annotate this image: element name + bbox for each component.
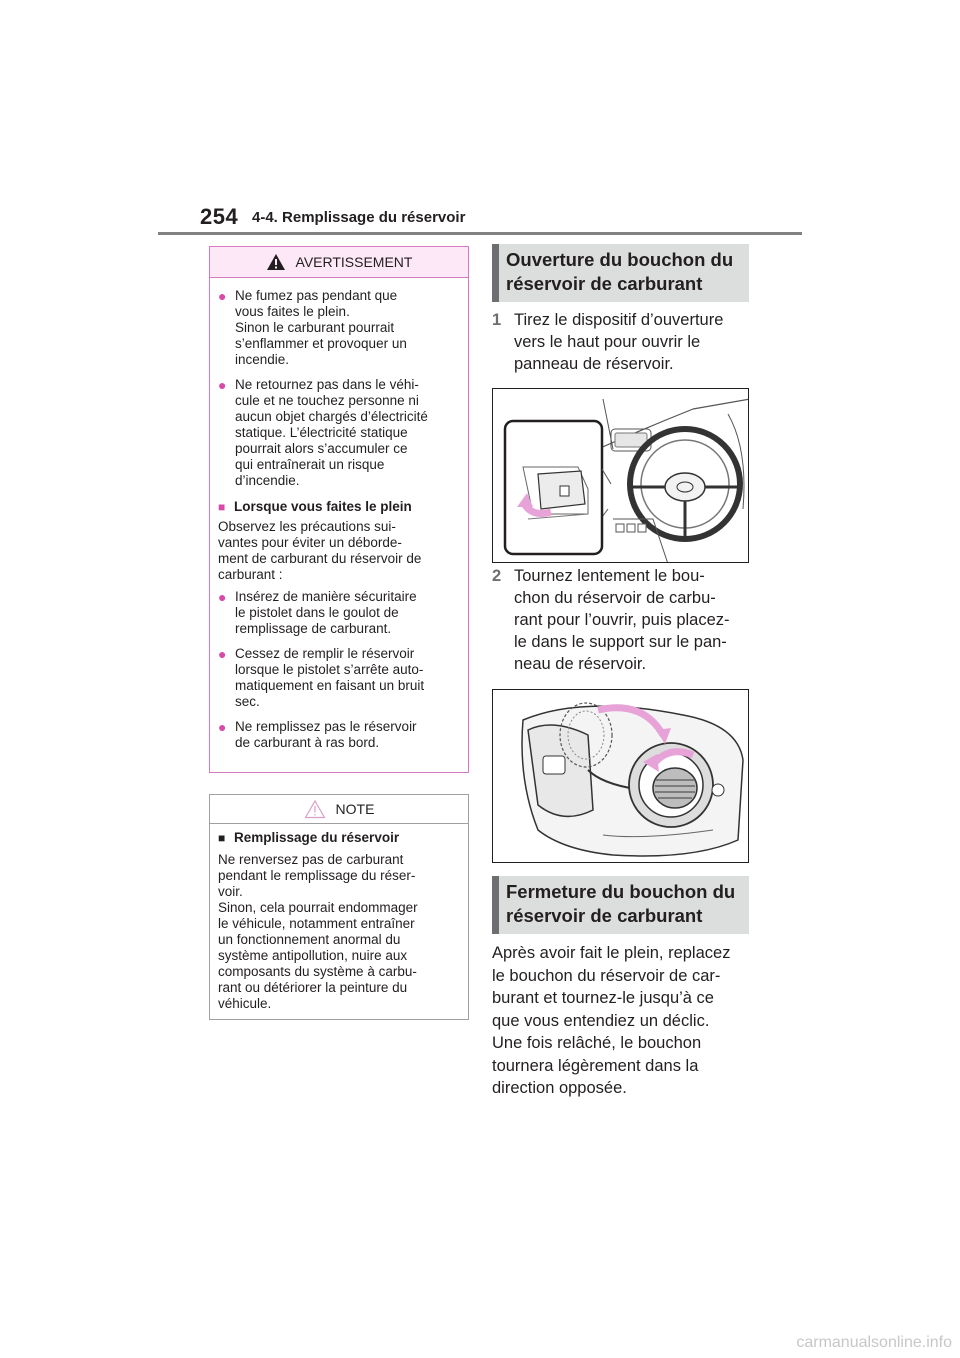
warning-bullet-text: Ne retournez pas dans le véhi- cule et ne touchez personne ni aucun objet chargés d’électricité statique. L’électricité statique pourrait alors s’accumuler ce qui entraînerait un risque d’incendie. <box>235 377 428 488</box>
step-number: 1 <box>492 311 502 329</box>
note-box <box>209 794 469 1020</box>
section-title: 4-4. Remplissage du réservoir <box>252 209 466 226</box>
fuel-cap-illustration <box>492 689 749 863</box>
fuel-door-opener-illustration <box>492 388 749 563</box>
note-subheading-text: Remplissage du réservoir <box>234 830 400 845</box>
header-rule <box>158 232 802 235</box>
warning-intro: Observez les précautions sui- vantes pour éviter un déborde- ment de carburant du réservoir de carburant : <box>218 519 422 582</box>
page-number: 254 <box>200 204 239 229</box>
bullet-dot-icon: ● <box>218 288 227 304</box>
warning-bullet <box>218 719 462 751</box>
note-subheading <box>218 830 462 846</box>
warning-body <box>210 278 468 751</box>
closing-heading: Fermeture du bouchon du réservoir de carburant <box>492 876 749 934</box>
fuel-cap-drawing <box>493 690 749 863</box>
fuel-door-opener-drawing <box>493 389 749 563</box>
warning-bullet-text: Ne fumez pas pendant que vous faites le plein. Sinon le carburant pourrait s’enflammer et provoquer un incendie. <box>235 288 407 367</box>
warning-subheading <box>218 499 462 515</box>
warning-header <box>210 247 468 278</box>
warning-bullet-text: Ne remplissez pas le réservoir de carburant à ras bord. <box>235 719 417 750</box>
warning-box <box>209 246 469 773</box>
note-header <box>210 795 468 824</box>
bullet-dot-icon: ● <box>218 377 227 393</box>
step-text: Tournez lentement le bou- chon du réservoir de carbu- rant pour l’ouvrir, puis placez- le dans le support sur le pan- neau de réservoir. <box>514 567 730 673</box>
bullet-dot-icon: ● <box>218 646 227 662</box>
warning-bullet <box>218 288 462 368</box>
closing-text: Après avoir fait le plein, replacez le bouchon du réservoir de car- burant et tournez-le jusqu’à ce que vous entendiez un déclic. Une fois relâché, le bouchon tournera légèrement dans la direction opposée. <box>492 944 731 1097</box>
step-1 <box>492 309 752 375</box>
step-number: 2 <box>492 567 502 585</box>
note-title: NOTE <box>335 801 375 817</box>
bullet-dot-icon: ● <box>218 589 227 605</box>
warning-bullet <box>218 377 462 489</box>
note-text: Ne renversez pas de carburant pendant le remplissage du réser- voir. Sinon, cela pourrait endommager le véhicule, notamment entraîner un fonctionnement anormal du système antipollution, nuire aux composants du système à carbu- rant ou détériorer la peinture du véhicule. <box>218 852 418 1011</box>
bullet-dot-icon: ● <box>218 719 227 735</box>
note-body <box>210 824 468 1012</box>
step-text: Tirez le dispositif d’ouverture vers le haut pour ouvrir le panneau de réservoir. <box>514 311 724 373</box>
warning-triangle-icon <box>266 253 286 271</box>
warning-title: AVERTISSEMENT <box>295 254 413 270</box>
warning-subheading-text: Lorsque vous faites le plein <box>234 499 412 514</box>
warning-bullet <box>218 646 462 710</box>
opening-heading: Ouverture du bouchon du réservoir de carburant <box>492 244 749 302</box>
step-2 <box>492 565 752 675</box>
footer-watermark: carmanualsonline.info <box>796 1334 952 1351</box>
warning-bullet-text: Insérez de manière sécuritaire le pistolet dans le goulot de remplissage de carburant. <box>235 589 417 636</box>
warning-bullet-text: Cessez de remplir le réservoir lorsque le pistolet s’arrête auto- matiquement en faisant un bruit sec. <box>235 646 425 709</box>
square-bullet-icon: ■ <box>218 831 226 845</box>
square-bullet-icon: ■ <box>218 500 226 514</box>
warning-bullet <box>218 589 462 637</box>
caution-triangle-outline-icon <box>304 799 326 819</box>
